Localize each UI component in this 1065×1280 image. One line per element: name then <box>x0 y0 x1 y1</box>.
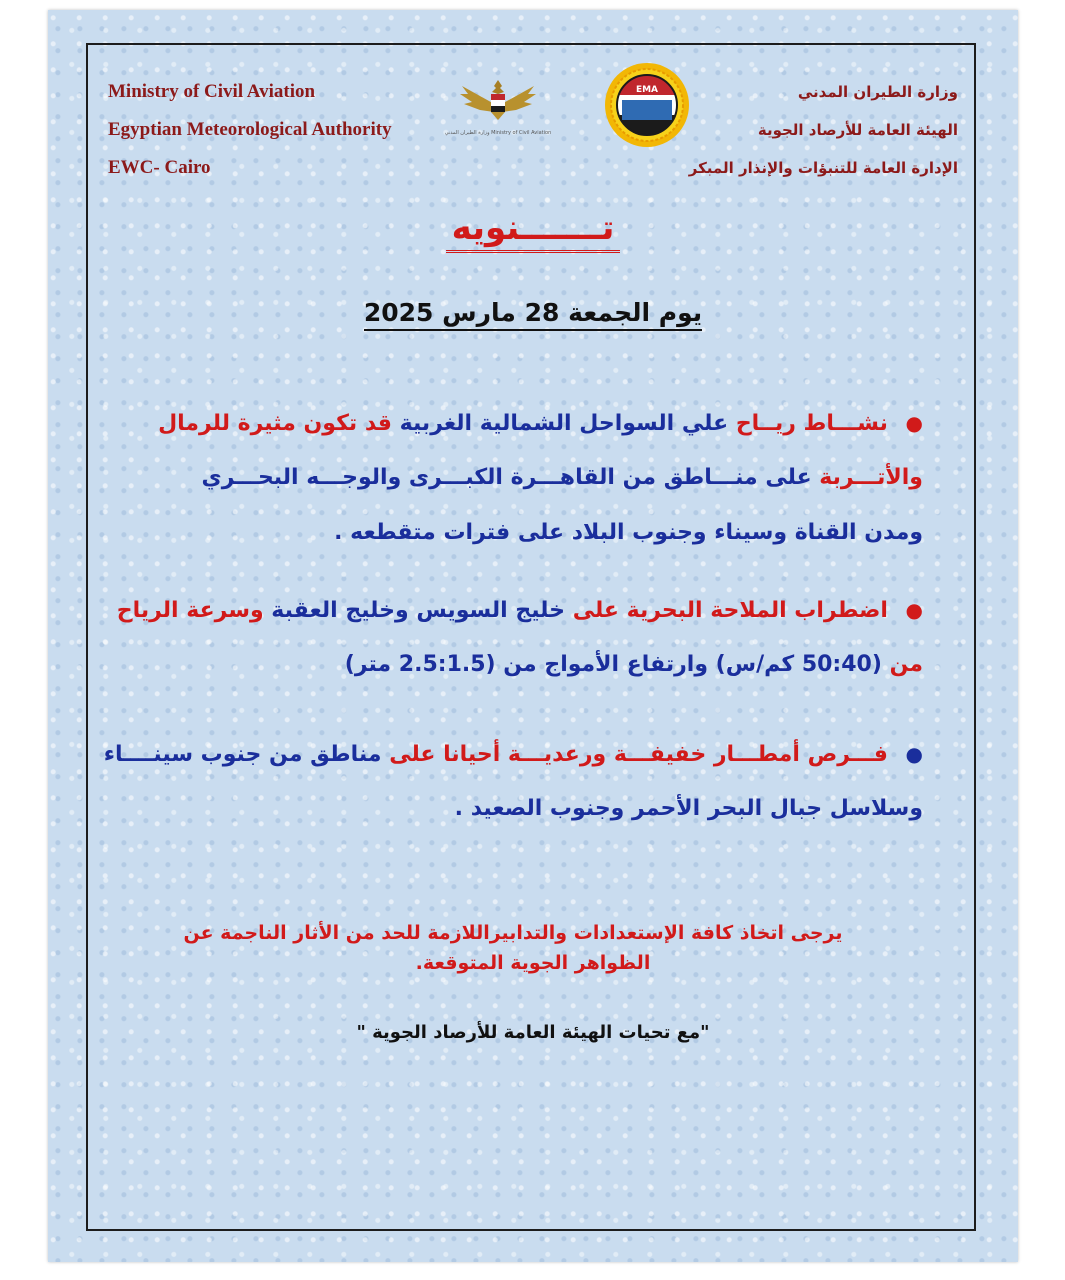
bullet-winds-line-2 <box>158 458 923 513</box>
marine-wind-speed-label: وسرعة الرياح <box>116 598 264 623</box>
center-name-ar: الإدارة العامة للتنبؤات والإنذار المبكر <box>688 159 958 177</box>
winds-areas-cont-text: ومدن القناة وسيناء وجنوب البلاد على فترات متقطعه . <box>334 520 923 545</box>
bullet-dot: ● <box>905 742 923 766</box>
bullet-winds-line-1 <box>158 403 923 458</box>
bullet-rain-line-1 <box>104 734 923 789</box>
marine-values-text: (50:40 كم/س) وارتفاع الأمواج من (2.5:1.5 متر) <box>344 652 882 677</box>
notice-sheet <box>48 10 1018 1262</box>
ema-logo-text: EMA <box>635 85 659 95</box>
ema-logo <box>604 62 690 148</box>
winds-effect-text: قد تكون مثيرة للرمال <box>158 411 392 436</box>
notice-title-text: تـــــــنويه <box>446 208 621 253</box>
ministry-name-en: Ministry of Civil Aviation <box>108 81 316 102</box>
notice-title <box>48 208 1018 248</box>
winds-activity-text: نشـــاط ريــاح <box>735 411 888 436</box>
rain-areas-text: مناطق من جنوب سينــــاء <box>103 742 382 767</box>
marine-from-text: من <box>889 652 923 677</box>
header-english <box>108 80 392 194</box>
bullet-marine-line-1 <box>117 590 923 645</box>
rain-areas-cont-text: وسلاسل جبال البحر الأحمر وجنوب الصعيد . <box>454 796 923 821</box>
aviation-logo-caption: وزارة الطيران المدني Ministry of Civil Aviation <box>444 130 552 136</box>
winds-region-text: علي السواحل الشمالية الغربية <box>399 411 729 436</box>
center-name-en: EWC- Cairo <box>108 157 211 178</box>
winds-areas-text: على منـــاطق من القاهـــرة الكبـــرى والوجـــه البحـــري <box>201 465 812 490</box>
header-arabic <box>689 80 958 194</box>
bullet-winds-line-3 <box>158 513 923 568</box>
greeting: "مع تحيات الهيئة العامة للأرصاد الجوية " <box>356 1022 710 1043</box>
closing-advice <box>48 918 1018 978</box>
bullet-dot: ● <box>905 598 923 622</box>
notice-date <box>48 298 1018 327</box>
winds-dust-text: والأتـــربة <box>819 465 923 490</box>
civil-aviation-logo <box>444 76 552 142</box>
ministry-name-ar: وزارة الطيران المدني <box>797 83 958 101</box>
closing-advice-line-1: يرجى اتخاذ كافة الإستعدادات والتدابيراللازمة للحد من الأثار الناجمة عن <box>183 922 843 944</box>
authority-name-en: Egyptian Meteorological Authority <box>108 119 392 140</box>
closing-advice-line-2: الظواهر الجوية المتوقعة. <box>415 952 651 974</box>
bullet-winds <box>158 403 923 568</box>
marine-gulfs-text: خليج السويس وخليج العقبة <box>271 598 566 623</box>
notice-date-text: يوم الجمعة 28 مارس 2025 <box>364 298 702 331</box>
bullet-dot: ● <box>905 411 923 435</box>
bullet-marine-line-2 <box>117 645 923 700</box>
bullet-rain <box>104 734 923 844</box>
authority-name-ar: الهيئة العامة للأرصاد الجوية <box>757 121 958 139</box>
bullet-rain-line-2 <box>104 789 923 844</box>
marine-warning-text: اضطراب الملاحة البحرية على <box>572 598 888 623</box>
rain-chance-text: فـــرص أمطـــار خفيفـــة ورعديـــة أحيانا على <box>389 742 888 767</box>
bullet-marine <box>117 590 923 700</box>
